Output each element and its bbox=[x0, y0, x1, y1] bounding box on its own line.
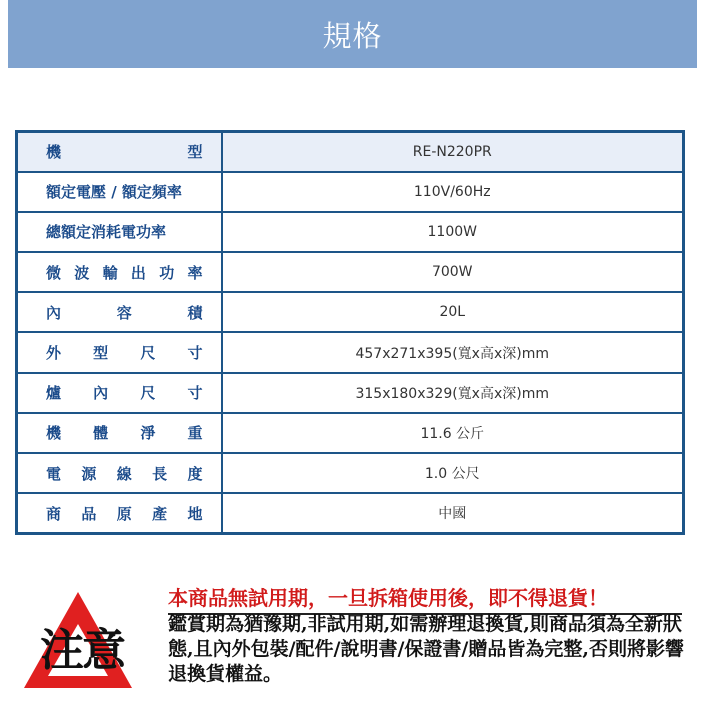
spec-label-char: 功 bbox=[159, 263, 175, 282]
spec-label-char: 尺 bbox=[140, 344, 156, 363]
spec-label-char: 型 bbox=[93, 344, 109, 363]
table-row bbox=[17, 493, 684, 533]
page-title: 規格 bbox=[322, 18, 383, 53]
spec-label-cell bbox=[17, 413, 222, 453]
spec-label-char: 輸 bbox=[102, 263, 118, 282]
spec-label-char: 體 bbox=[93, 424, 109, 443]
spec-banner bbox=[8, 0, 697, 68]
spec-value: 457x271x395(寬x高x深)mm bbox=[222, 332, 684, 372]
spec-label-char: 機 bbox=[46, 424, 62, 443]
spec-label-char: 商 bbox=[46, 504, 62, 523]
spec-label-cell bbox=[17, 292, 222, 332]
spec-label-cell bbox=[17, 332, 222, 372]
spec-label-char: 電 bbox=[46, 464, 62, 483]
spec-value: 315x180x329(寬x高x深)mm bbox=[222, 373, 684, 413]
spec-label-char: 源 bbox=[81, 464, 97, 483]
spec-value: 110V/60Hz bbox=[222, 172, 684, 212]
spec-label bbox=[18, 262, 221, 283]
warning-label: 注意 bbox=[40, 625, 124, 676]
table-row bbox=[17, 373, 684, 413]
table-row bbox=[17, 212, 684, 252]
return-policy-notice bbox=[22, 582, 682, 692]
spec-value: 20L bbox=[222, 292, 684, 332]
spec-label-cell bbox=[17, 453, 222, 493]
spec-label-char: 長 bbox=[152, 464, 168, 483]
spec-label bbox=[18, 302, 221, 323]
spec-label bbox=[18, 422, 221, 443]
spec-label-char: 微 bbox=[46, 263, 62, 282]
spec-label bbox=[18, 221, 221, 242]
spec-label-char: 機 bbox=[46, 143, 62, 162]
spec-label-cell bbox=[17, 172, 222, 212]
table-row bbox=[17, 332, 684, 372]
spec-value: 700W bbox=[222, 252, 684, 292]
spec-label-cell bbox=[17, 373, 222, 413]
table-row bbox=[17, 172, 684, 212]
spec-label-char: 原 bbox=[116, 504, 132, 523]
spec-label-char: 線 bbox=[116, 464, 132, 483]
table-row bbox=[17, 252, 684, 292]
spec-label-char: 度 bbox=[187, 464, 203, 483]
table-row bbox=[17, 453, 684, 493]
spec-value: RE-N220PR bbox=[222, 132, 684, 172]
spec-label-cell bbox=[17, 212, 222, 252]
spec-label bbox=[18, 503, 221, 524]
spec-label bbox=[18, 342, 221, 363]
spec-label-char: 率 bbox=[187, 263, 203, 282]
spec-label-char: 尺 bbox=[140, 384, 156, 403]
table-row bbox=[17, 132, 684, 172]
spec-label-char: 品 bbox=[81, 504, 97, 523]
spec-label-char: 內 bbox=[93, 384, 109, 403]
notice-headline: 本商品無試用期，一旦拆箱使用後，即不得退貨！ bbox=[168, 582, 682, 615]
spec-label bbox=[18, 141, 221, 162]
spec-value: 1.0 公尺 bbox=[222, 453, 684, 493]
spec-label-char: 產 bbox=[152, 504, 168, 523]
table-row bbox=[17, 413, 684, 453]
spec-label-char: 額定電壓 / 額定頻率 bbox=[46, 183, 182, 202]
spec-label-char: 波 bbox=[74, 263, 90, 282]
spec-label-char: 積 bbox=[187, 303, 203, 322]
spec-label bbox=[18, 382, 221, 403]
spec-table bbox=[15, 130, 685, 535]
spec-label-char: 總額定消耗電功率 bbox=[46, 223, 167, 242]
spec-label-char: 寸 bbox=[187, 384, 203, 403]
spec-label-char: 型 bbox=[187, 143, 203, 162]
notice-body: 鑑賞期為猶豫期,非試用期,如需辦理退換貨,則商品須為全新狀態,且內外包裝/配件/說明書/保證書/贈品皆為完整,否則將影響退換貨權益。 bbox=[168, 613, 684, 685]
spec-label-char: 容 bbox=[116, 303, 132, 322]
spec-label-char: 外 bbox=[46, 344, 62, 363]
spec-label bbox=[18, 181, 221, 202]
spec-label-cell bbox=[17, 132, 222, 172]
spec-value: 中國 bbox=[222, 493, 684, 533]
spec-value: 11.6 公斤 bbox=[222, 413, 684, 453]
spec-label-char: 爐 bbox=[46, 384, 62, 403]
spec-label-char: 內 bbox=[46, 303, 62, 322]
spec-label-cell bbox=[17, 252, 222, 292]
spec-label-char: 地 bbox=[187, 504, 203, 523]
spec-label-char: 重 bbox=[187, 424, 203, 443]
spec-value: 1100W bbox=[222, 212, 684, 252]
spec-label-char: 出 bbox=[130, 263, 146, 282]
spec-label-char: 寸 bbox=[187, 344, 203, 363]
spec-label-char: 淨 bbox=[140, 424, 156, 443]
spec-label-cell bbox=[17, 493, 222, 533]
table-row bbox=[17, 292, 684, 332]
spec-label bbox=[18, 463, 221, 484]
